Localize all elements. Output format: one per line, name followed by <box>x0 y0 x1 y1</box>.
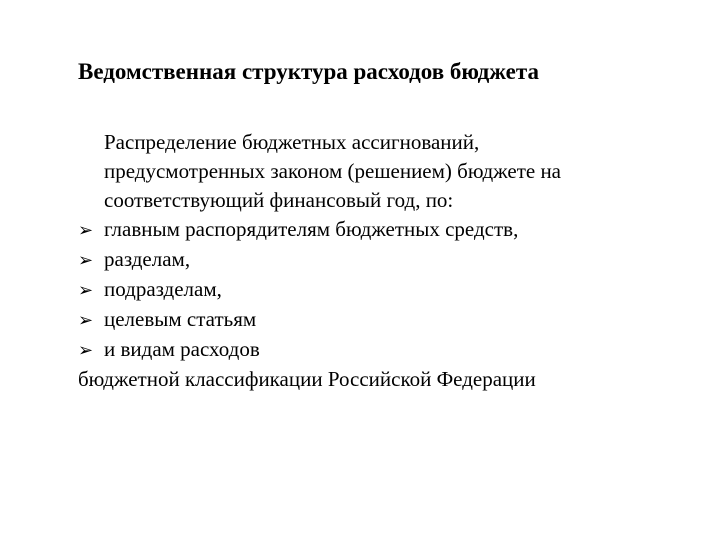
arrow-bullet-icon: ➢ <box>78 310 94 331</box>
bullet-item <box>78 245 698 275</box>
arrow-bullet-icon: ➢ <box>78 340 94 361</box>
bullet-item <box>78 275 698 305</box>
slide-body <box>78 128 698 394</box>
footer-line: бюджетной классификации Российской Федерации <box>78 367 536 391</box>
bullet-text: разделам, <box>104 247 191 271</box>
arrow-bullet-icon: ➢ <box>78 280 94 301</box>
intro-line: соответствующий финансовый год, по: <box>104 188 454 212</box>
bullet-text: главным распорядителям бюджетных средств, <box>104 217 519 241</box>
arrow-bullet-icon: ➢ <box>78 220 94 241</box>
bullet-item <box>78 305 698 335</box>
bullet-text: подразделам, <box>104 277 222 301</box>
bullet-item <box>78 335 698 365</box>
slide-title: Ведомственная структура расходов бюджета <box>78 59 539 84</box>
arrow-bullet-icon: ➢ <box>78 250 94 271</box>
bullet-item <box>78 215 698 245</box>
bullet-text: и видам расходов <box>104 337 260 361</box>
intro-line: Распределение бюджетных ассигнований, <box>104 130 480 154</box>
intro-line: предусмотренных законом (решением) бюджете на <box>104 159 562 183</box>
bullet-text: целевым статьям <box>104 307 257 331</box>
